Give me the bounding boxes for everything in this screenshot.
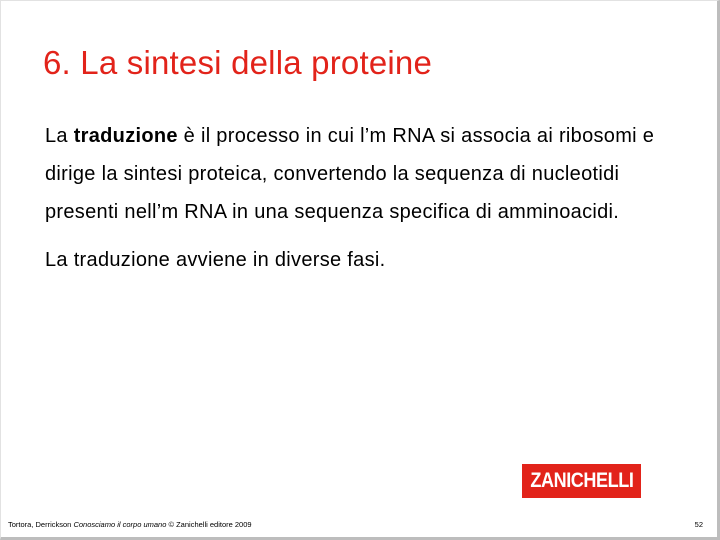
footer-publisher: © Zanichelli editore 2009 [166,520,252,529]
slide-title: 6. La sintesi della proteine [43,44,433,81]
footer-authors: Tortora, Derrickson [8,520,74,529]
paragraph-translation-definition [45,117,685,231]
bold-term-traduzione: traduzione [73,125,178,147]
paragraph-text-after: è il processo in cui l’m RNA si associa ai ribosomi e dirige la sintesi proteica, convertendo la sequenza di nucleotidi presenti nell’m RNA in una sequenza specifica di amminoacidi. [45,125,655,223]
footer-book-title: Conosciamo il corpo umano [73,520,167,529]
zanichelli-logo [522,464,641,498]
paragraph-phases: La traduzione avviene in diverse fasi. [45,249,386,271]
paragraph-text-before: La [45,125,74,147]
page-number: 52 [694,520,703,529]
slide-body [45,117,685,279]
logo-text: ZANICHELLI [530,469,634,492]
footer-credit [8,520,252,529]
